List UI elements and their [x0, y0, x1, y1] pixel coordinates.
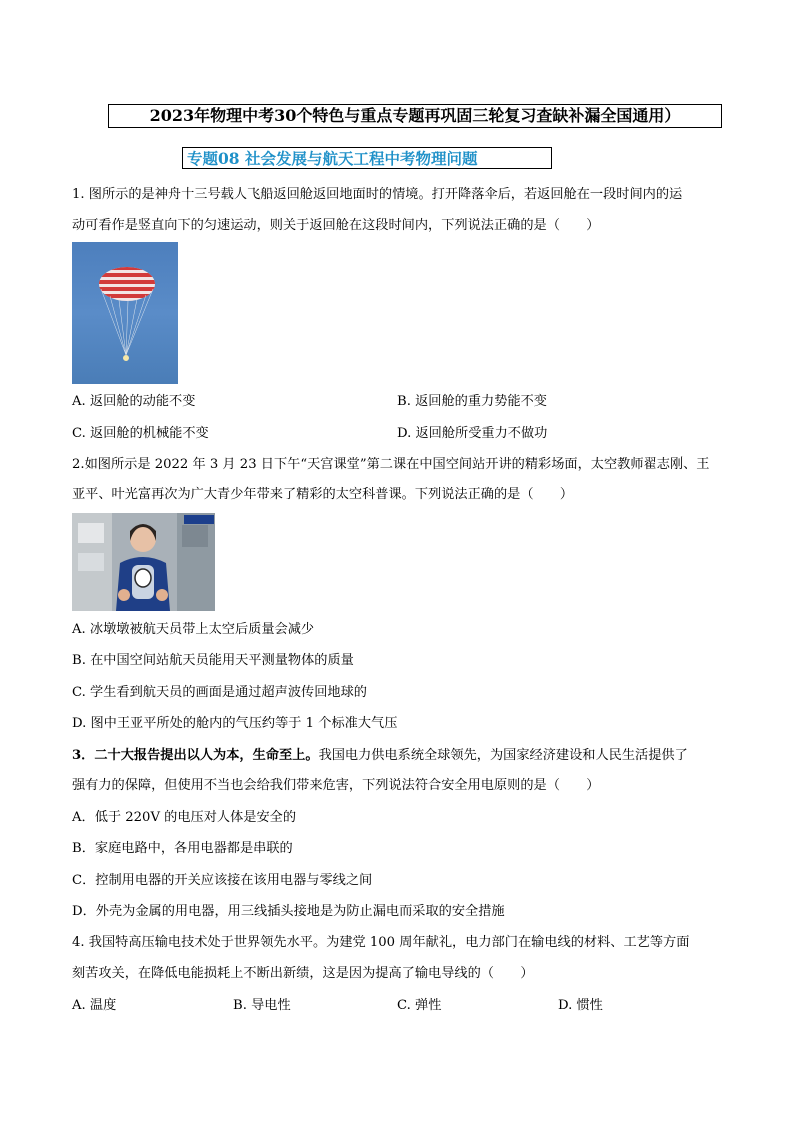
q3-option-a[interactable]: A．低于 220V 的电压对人体是安全的 — [72, 810, 297, 825]
q2-stem-line1: 2.如图所示是 2022 年 3 月 23 日下午“天宫课堂”第二课在中国空间站开讲的精彩场面，太空教师翟志刚、王 — [72, 457, 710, 472]
tiangong-classroom-image — [72, 513, 215, 611]
astronaut-photo-icon — [72, 513, 215, 611]
q3-stem-rest: 我国电力供电系统全球领先，为国家经济建设和人民生活提供了 — [318, 748, 688, 763]
q4-option-c[interactable]: C. 弹性 — [397, 998, 442, 1013]
parachute-icon — [72, 242, 178, 384]
q4-option-d[interactable]: D. 惯性 — [558, 998, 603, 1013]
q3-option-b[interactable]: B．家庭电路中，各用电器都是串联的 — [72, 841, 293, 856]
q3-option-d[interactable]: D．外壳为金属的用电器，用三线插头接地是为防止漏电而采取的安全措施 — [72, 904, 505, 919]
q1-stem-line1: 1. 图所示的是神舟十三号载人飞船返回舱返回地面时的情境。打开降落伞后，若返回舱在一段时间内的运 — [72, 187, 683, 202]
q1-option-c[interactable]: C. 返回舱的机械能不变 — [72, 426, 209, 441]
q2-option-d[interactable]: D. 图中王亚平所处的舱内的气压约等于 1 个标准大气压 — [72, 716, 398, 731]
q4-option-b[interactable]: B. 导电性 — [233, 998, 291, 1013]
document-title: 2023年物理中考30个特色与重点专题再巩固三轮复习查缺补漏全国通用） — [108, 104, 722, 128]
q1-stem-line2: 动可看作是竖直向下的匀速运动，则关于返回舱在这段时间内，下列说法正确的是（ ） — [72, 218, 600, 233]
q3-option-c[interactable]: C．控制用电器的开关应该接在该用电器与零线之间 — [72, 873, 373, 888]
q2-stem-line2: 亚平、叶光富再次为广大青少年带来了精彩的太空科普课。下列说法正确的是（ ） — [72, 487, 574, 502]
q3-lead-bold: 3．二十大报告提出以人为本，生命至上。 — [72, 748, 319, 763]
q4-stem-line1: 4. 我国特高压输电技术处于世界领先水平。为建党 100 周年献礼，电力部门在输电线的材料、工艺等方面 — [72, 935, 690, 950]
q4-option-a[interactable]: A. 温度 — [72, 998, 117, 1013]
q2-option-a[interactable]: A. 冰墩墩被航天员带上太空后质量会减少 — [72, 622, 315, 637]
q2-option-b[interactable]: B. 在中国空间站航天员能用天平测量物体的质量 — [72, 653, 354, 668]
q3-stem-line1 — [72, 746, 688, 766]
parachute-capsule-image — [72, 242, 178, 384]
q1-option-a[interactable]: A. 返回舱的动能不变 — [72, 394, 196, 409]
q2-option-c[interactable]: C. 学生看到航天员的画面是通过超声波传回地球的 — [72, 685, 367, 700]
topic-title: 专题08 社会发展与航天工程中考物理问题 — [182, 147, 552, 169]
q1-option-b[interactable]: B. 返回舱的重力势能不变 — [397, 394, 547, 409]
q3-stem-line2: 强有力的保障，但使用不当也会给我们带来危害，下列说法符合安全用电原则的是（ ） — [72, 778, 600, 793]
q4-stem-line2: 刻苦攻关，在降低电能损耗上不断出新绩，这是因为提高了输电导线的（ ） — [72, 966, 534, 981]
q1-option-d[interactable]: D. 返回舱所受重力不做功 — [397, 426, 548, 441]
